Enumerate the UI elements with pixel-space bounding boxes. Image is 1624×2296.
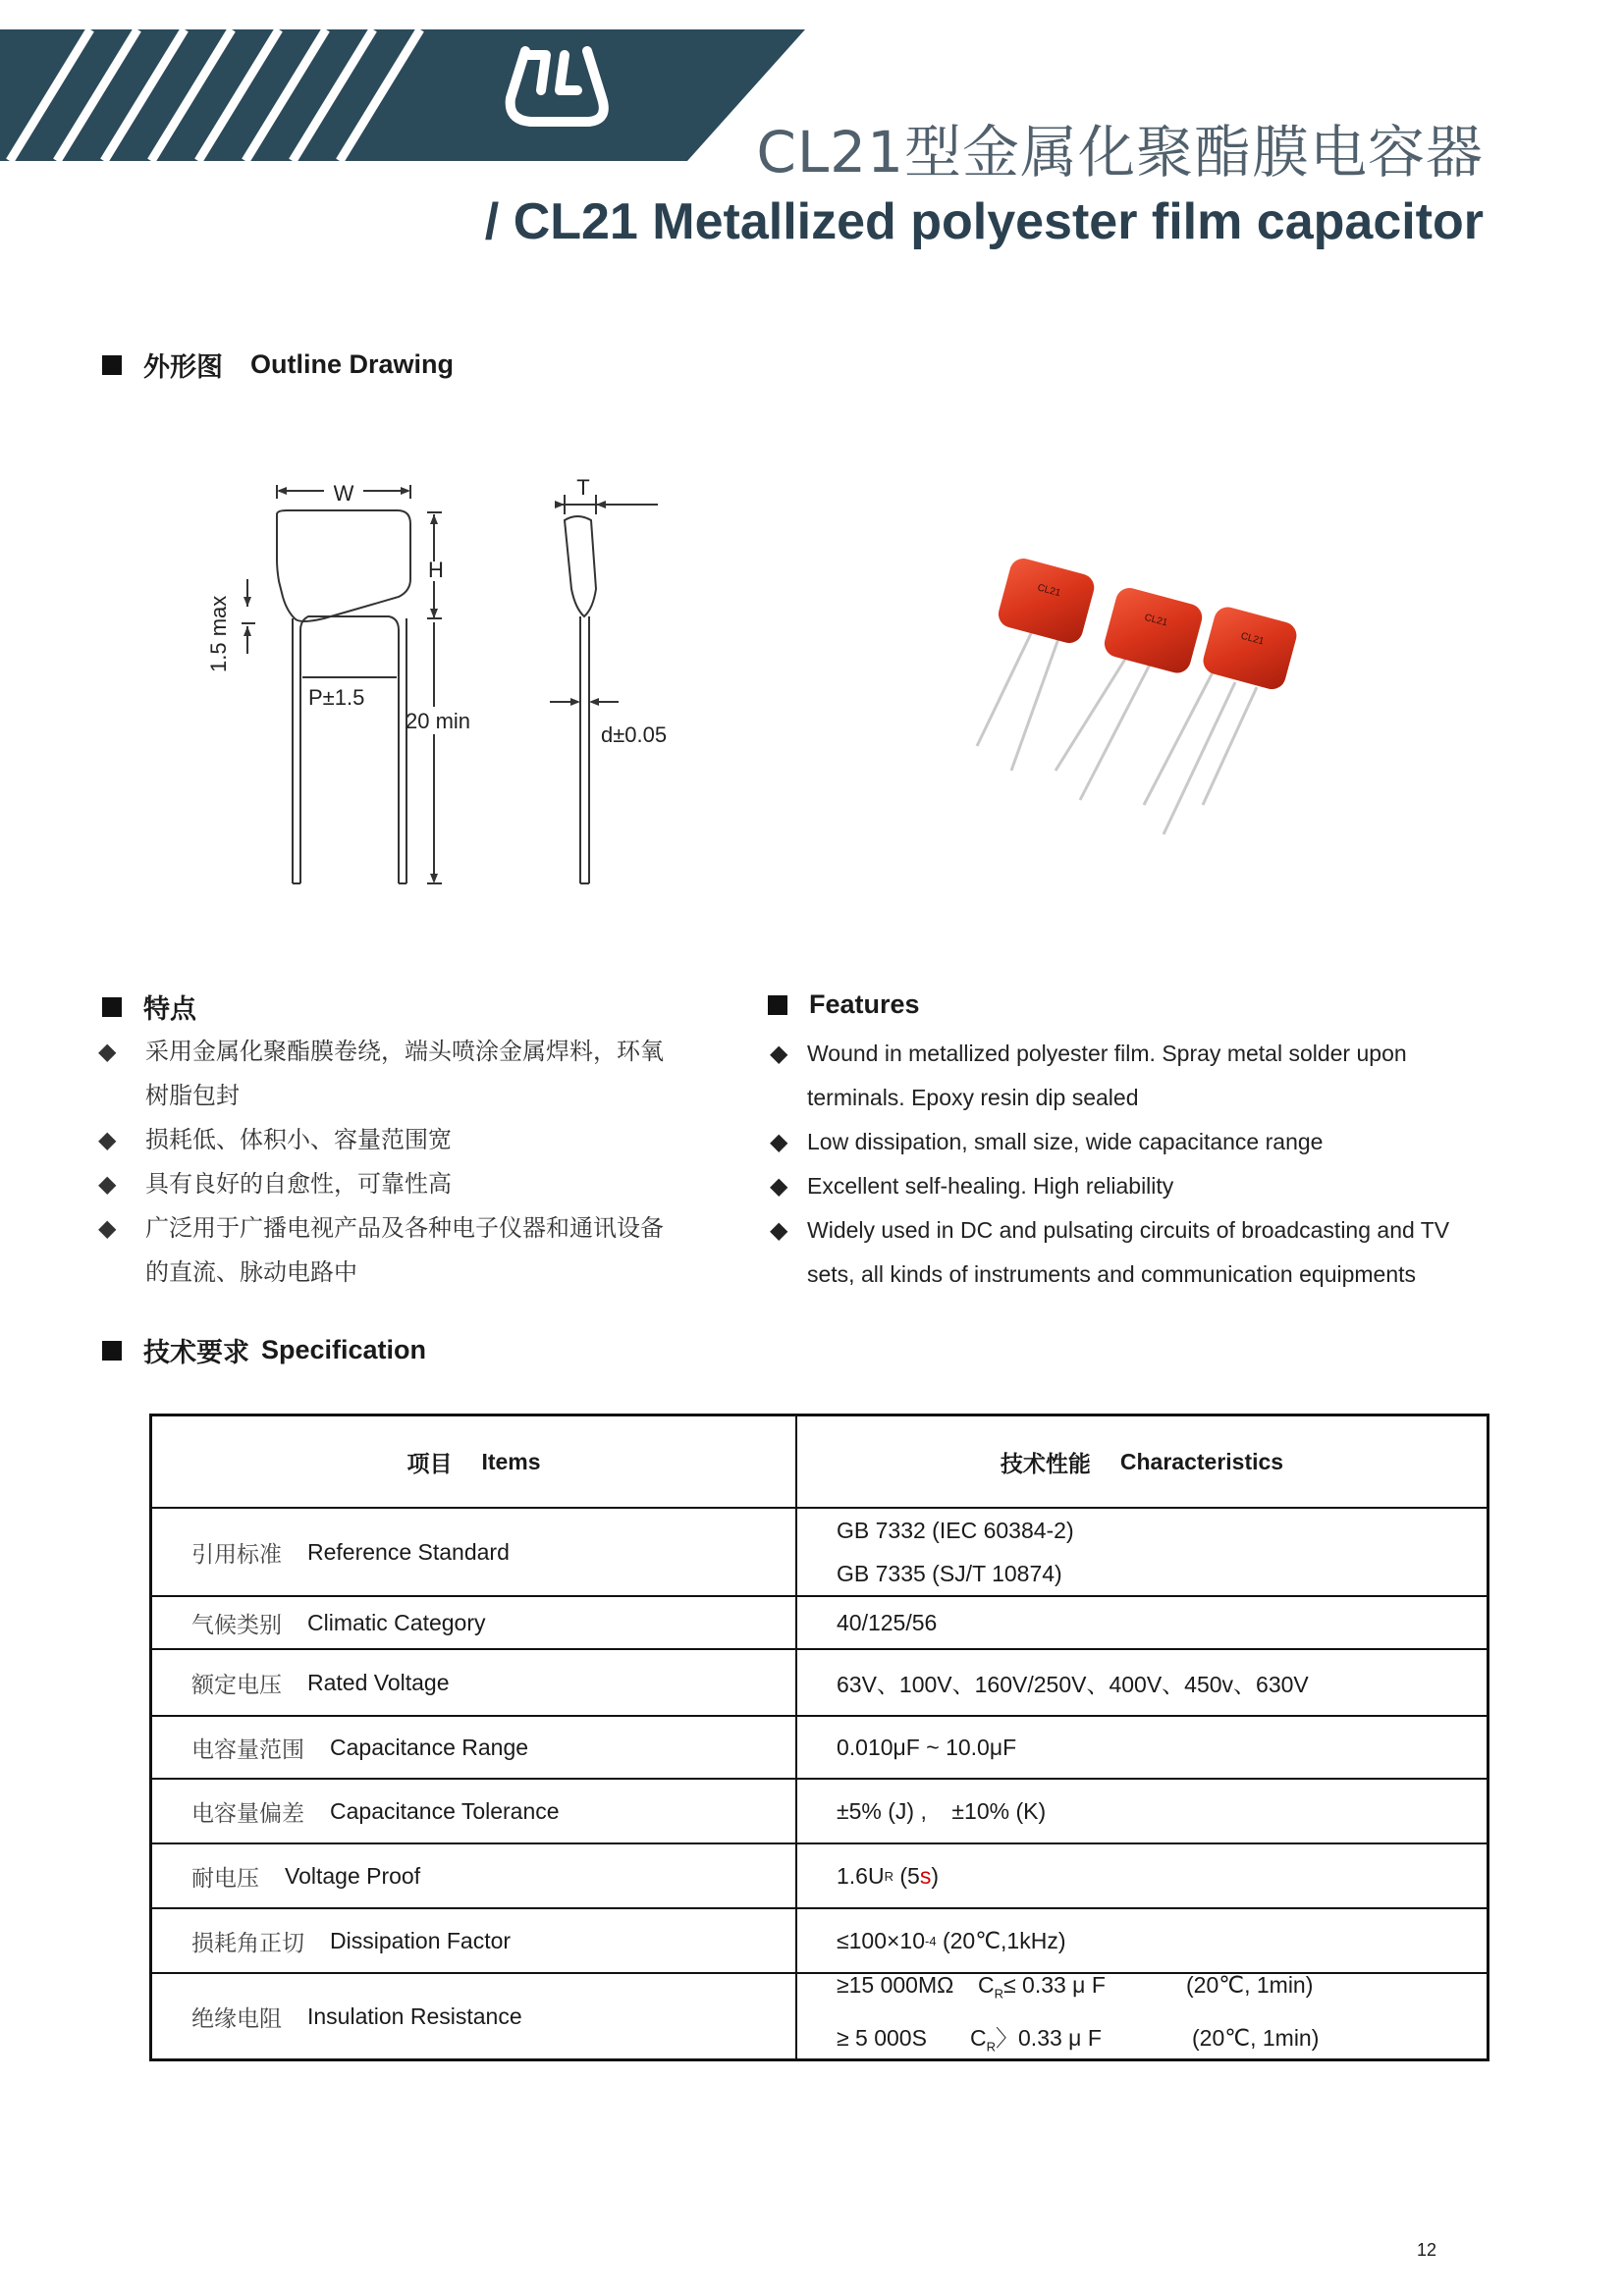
diamond-bullet-icon: ◆ bbox=[98, 1038, 117, 1065]
table-row: 损耗角正切 Dissipation Factor ≤100×10 -4 (20℃,1kHz) bbox=[152, 1907, 1487, 1972]
outline-heading-cn: 外形图 bbox=[143, 352, 223, 383]
square-bullet-icon bbox=[102, 355, 122, 375]
dim-min-label: 20 min bbox=[406, 709, 471, 733]
outline-drawing bbox=[206, 471, 697, 898]
table-row: 绝缘电阻 Insulation Resistance ≥15 000MΩ $C_R\le 0.33$ μ F (20℃, 1min) ≥ 5 000S $C_R$〉0.33 μ F (20℃, 1min) bbox=[152, 1972, 1487, 2058]
diamond-bullet-icon: ◆ bbox=[770, 1173, 788, 1200]
list-item: sets, all kinds of instruments and communication equipments bbox=[807, 1261, 1417, 1287]
list-item: ◆ 采用金属化聚酯膜卷绕，端头喷涂金属焊料，环氧 bbox=[98, 1031, 707, 1073]
dim-t-label: T bbox=[576, 475, 590, 500]
page-title-cn: CL21型金属化聚酯膜电容器 bbox=[756, 119, 1484, 186]
table-row: 电容量范围 Capacitance Range 0.010μF ~ 10.0μF bbox=[152, 1715, 1487, 1778]
list-item: ◆ 损耗低、体积小、容量范围宽 bbox=[98, 1119, 707, 1161]
header-items-cell: 项目 Items bbox=[152, 1416, 797, 1507]
diamond-bullet-icon: ◆ bbox=[770, 1041, 788, 1067]
features-cn-heading-text: 特点 bbox=[143, 994, 196, 1025]
capacitor-3 bbox=[1200, 604, 1299, 692]
table-row: 额定电压 Rated Voltage 63V、100V、160V/250V、400V、450v、630V bbox=[152, 1648, 1487, 1715]
diamond-bullet-icon: ◆ bbox=[98, 1126, 117, 1153]
list-item: ◆ Excellent self-healing. High reliability bbox=[770, 1165, 1477, 1207]
list-item: ◆ 具有良好的自愈性，可靠性高 bbox=[98, 1163, 707, 1205]
dim-h-label: H bbox=[428, 558, 444, 582]
features-en-heading-text: Features bbox=[809, 989, 920, 1019]
dim-d-label: d±0.05 bbox=[601, 722, 668, 747]
capacitor-1 bbox=[996, 556, 1098, 646]
capacitor-body-front bbox=[277, 510, 410, 621]
capacitor-1-marking: CL21 bbox=[1036, 582, 1062, 600]
header-banner bbox=[0, 29, 805, 161]
dim-p-label: P±1.5 bbox=[308, 685, 365, 710]
dim-max-label: 1.5 max bbox=[206, 595, 231, 672]
square-bullet-icon bbox=[102, 997, 122, 1017]
features-cn-list bbox=[98, 1031, 707, 1296]
table-row: 耐电压 Voltage Proof 1.6U R (5 s ) bbox=[152, 1842, 1487, 1907]
spec-heading bbox=[102, 1331, 426, 1369]
diamond-bullet-icon: ◆ bbox=[770, 1217, 788, 1244]
list-item: ◆ 广泛用于广播电视产品及各种电子仪器和通讯设备 bbox=[98, 1207, 707, 1250]
spec-heading-cn: 技术要求 bbox=[143, 1338, 249, 1368]
outline-heading-en: Outline Drawing bbox=[250, 349, 455, 379]
list-item: terminals. Epoxy resin dip sealed bbox=[807, 1085, 1139, 1110]
capacitor-3-marking: CL21 bbox=[1239, 630, 1266, 648]
diamond-bullet-icon: ◆ bbox=[98, 1170, 117, 1198]
outline-heading bbox=[102, 346, 454, 384]
list-item: 树脂包封 bbox=[145, 1082, 240, 1109]
features-cn-heading bbox=[102, 988, 196, 1026]
capacitor-body-side bbox=[565, 516, 596, 616]
header-characteristics-cell: 技术性能 Characteristics bbox=[1000, 1448, 1284, 1477]
square-bullet-icon bbox=[768, 995, 787, 1015]
features-en-heading bbox=[768, 989, 920, 1020]
capacitor-inner-arc bbox=[300, 616, 399, 883]
diamond-bullet-icon: ◆ bbox=[770, 1129, 788, 1155]
list-item: ◆ Wound in metallized polyester film. Spray metal solder upon bbox=[770, 1033, 1477, 1075]
page-title-en: / CL21 Metallized polyester film capacitor bbox=[484, 193, 1484, 250]
table-row: 气候类别 Climatic Category 40/125/56 bbox=[152, 1595, 1487, 1648]
list-item: ◆ Widely used in DC and pulsating circuits of broadcasting and TV bbox=[770, 1209, 1477, 1252]
diamond-bullet-icon: ◆ bbox=[98, 1214, 117, 1242]
table-row: 电容量偏差 Capacitance Tolerance ±5% (J) , ±10% (K) bbox=[152, 1778, 1487, 1842]
dim-w-label: W bbox=[333, 481, 354, 506]
product-photo bbox=[962, 545, 1335, 839]
table-row: 引用标准 Reference Standard GB 7332 (IEC 60384-2) GB 7335 (SJ/T 10874) bbox=[152, 1507, 1487, 1595]
list-item: 的直流、脉动电路中 bbox=[145, 1258, 357, 1286]
capacitor-2-marking: CL21 bbox=[1143, 612, 1169, 629]
spec-table bbox=[149, 1414, 1489, 2061]
list-item: ◆ Low dissipation, small size, wide capacitance range bbox=[770, 1121, 1477, 1163]
table-header-row bbox=[152, 1416, 1487, 1507]
features-en-list bbox=[770, 1033, 1477, 1298]
spec-heading-en: Specification bbox=[261, 1335, 427, 1364]
capacitor-2 bbox=[1102, 585, 1206, 676]
square-bullet-icon bbox=[102, 1341, 122, 1361]
page-number: 12 bbox=[1417, 2240, 1437, 2260]
